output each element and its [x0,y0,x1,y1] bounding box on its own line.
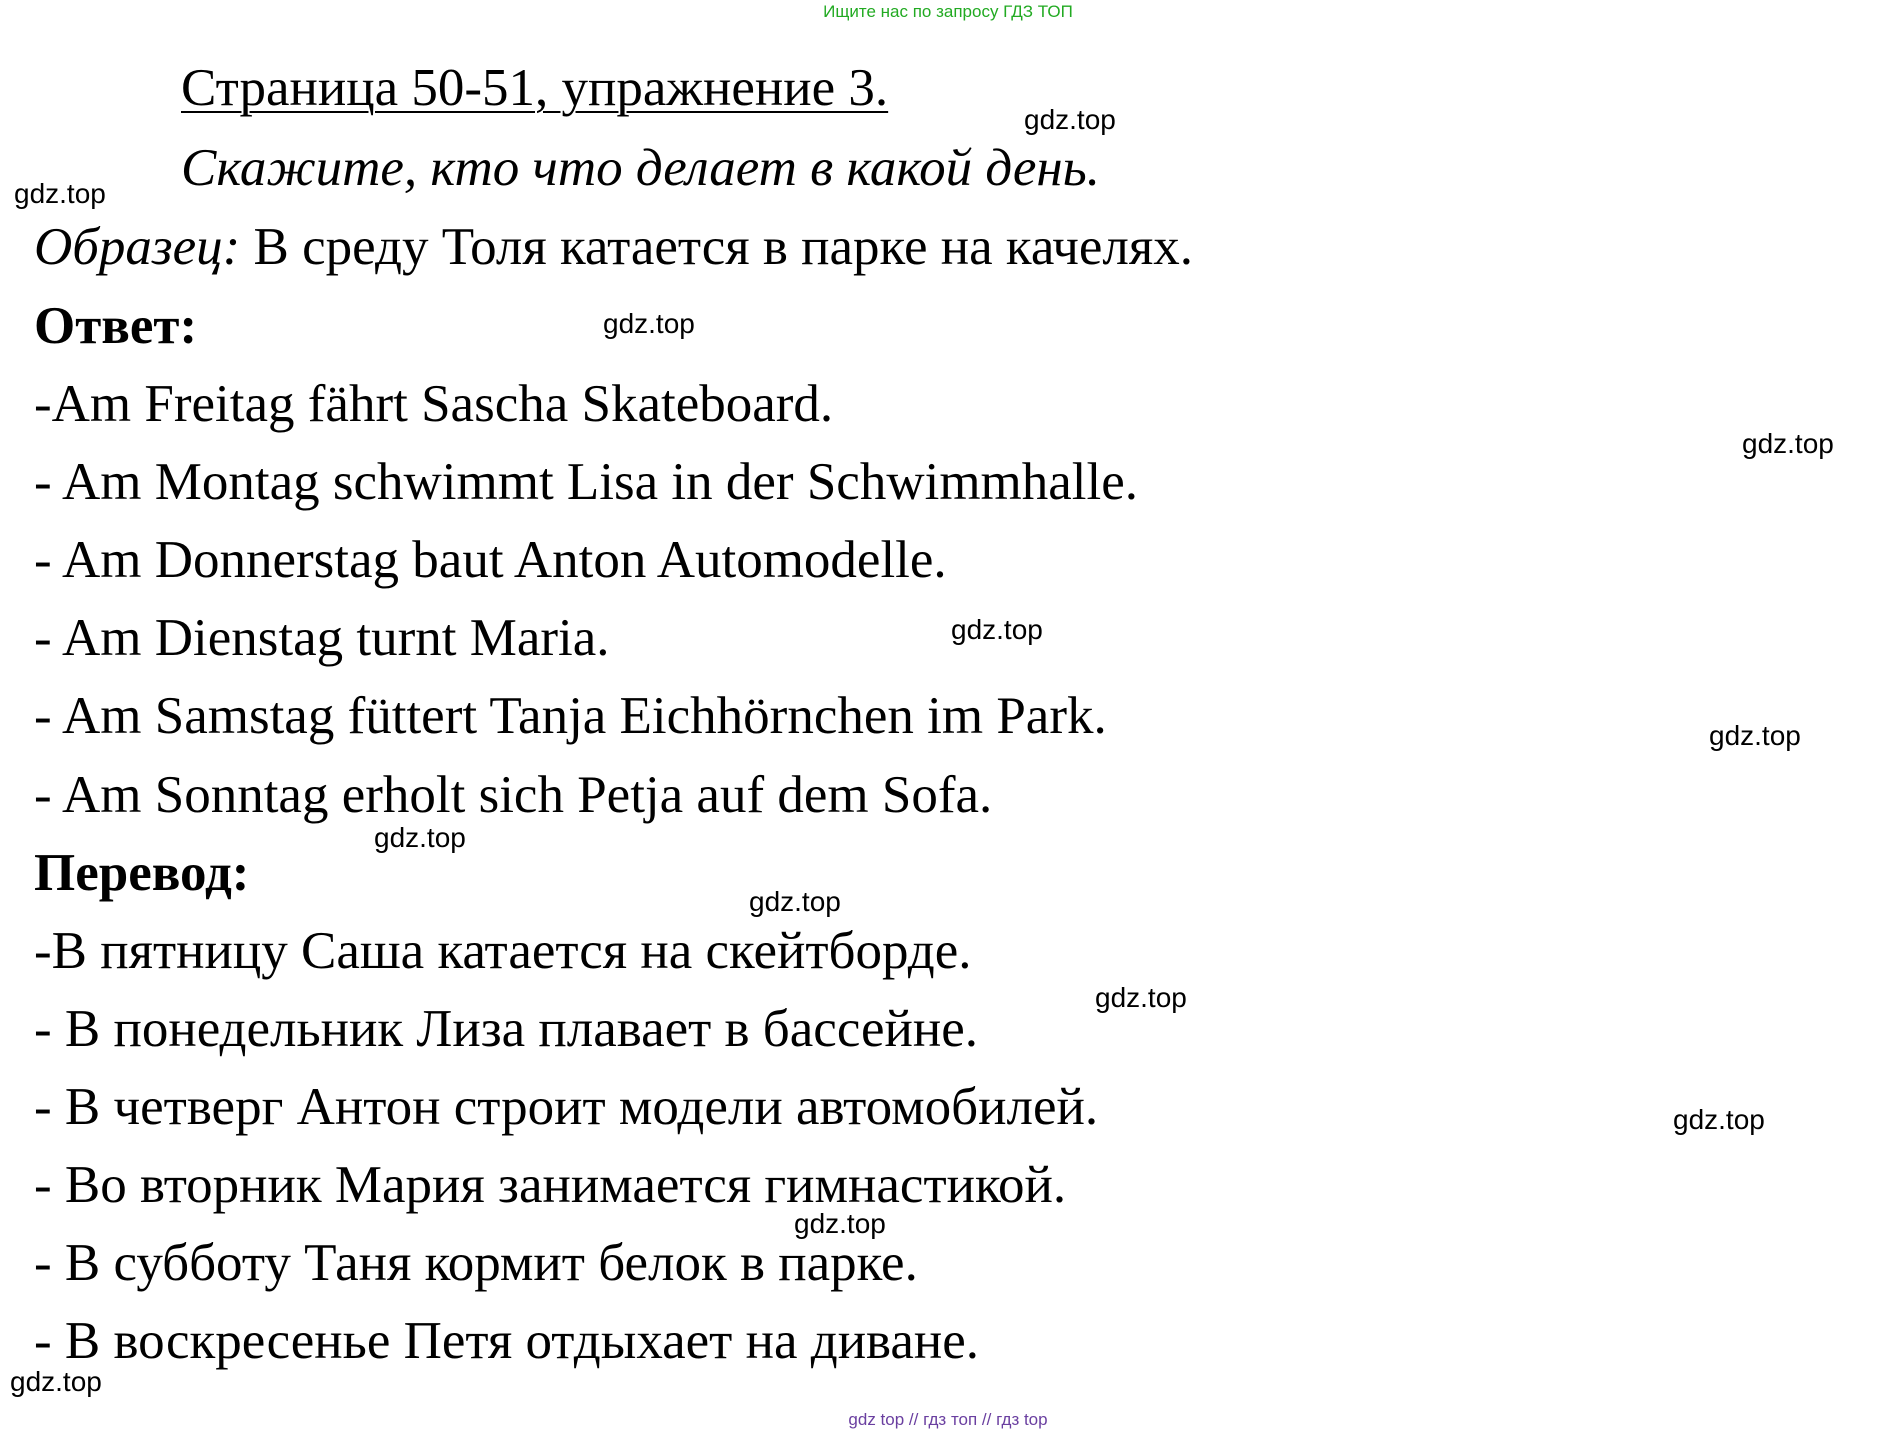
sample-text: В среду Толя катается в парке на качелях. [240,218,1193,276]
answer-line: -Am Freitag fährt Sascha Skateboard. [34,375,834,433]
translation-line: - В четверг Антон строит модели автомобилей. [34,1078,1099,1136]
translation-line: -В пятницу Саша катается на скейтборде. [34,922,972,980]
watermark: gdz.top [603,308,695,339]
watermark: gdz.top [1709,720,1801,751]
watermark: gdz.top [1024,104,1116,135]
watermark: gdz.top [374,822,466,853]
sample-sentence [34,217,1193,277]
translation-heading: Перевод: [34,844,250,902]
watermark: gdz.top [1095,982,1187,1013]
sample-label: Образец: [34,218,241,276]
translation-line: - Во вторник Мария занимается гимнастикой. [34,1156,1067,1214]
watermark: gdz.top [749,886,841,917]
answer-line: - Am Montag schwimmt Lisa in der Schwimmhalle. [34,453,1139,511]
watermark: gdz.top [1742,428,1834,459]
bottom-banner: gdz top // гдз топ // гдз top [848,1410,1048,1429]
watermark: gdz.top [951,614,1043,645]
watermark: gdz.top [1673,1104,1765,1135]
watermark: gdz.top [794,1208,886,1239]
translation-line: - В понедельник Лиза плавает в бассейне. [34,1000,979,1058]
answer-line: - Am Samstag füttert Tanja Eichhörnchen im Park. [34,687,1107,745]
answer-heading: Ответ: [34,297,198,355]
translation-line: - В воскресенье Петя отдыхает на диване. [34,1312,980,1370]
answer-line: - Am Sonntag erholt sich Petja auf dem Sofa. [34,766,993,824]
watermark: gdz.top [14,178,106,209]
top-banner: Ищите нас по запросу ГДЗ ТОП [823,2,1073,21]
page-title: Страница 50-51, упражнение 3. [181,59,889,117]
exercise-instruction: Скажите, кто что делает в какой день. [181,139,1101,197]
answer-line: - Am Donnerstag baut Anton Automodelle. [34,531,947,589]
watermark: gdz.top [10,1366,102,1397]
translation-line: - В субботу Таня кормит белок в парке. [34,1234,918,1292]
answer-line: - Am Dienstag turnt Maria. [34,609,610,667]
